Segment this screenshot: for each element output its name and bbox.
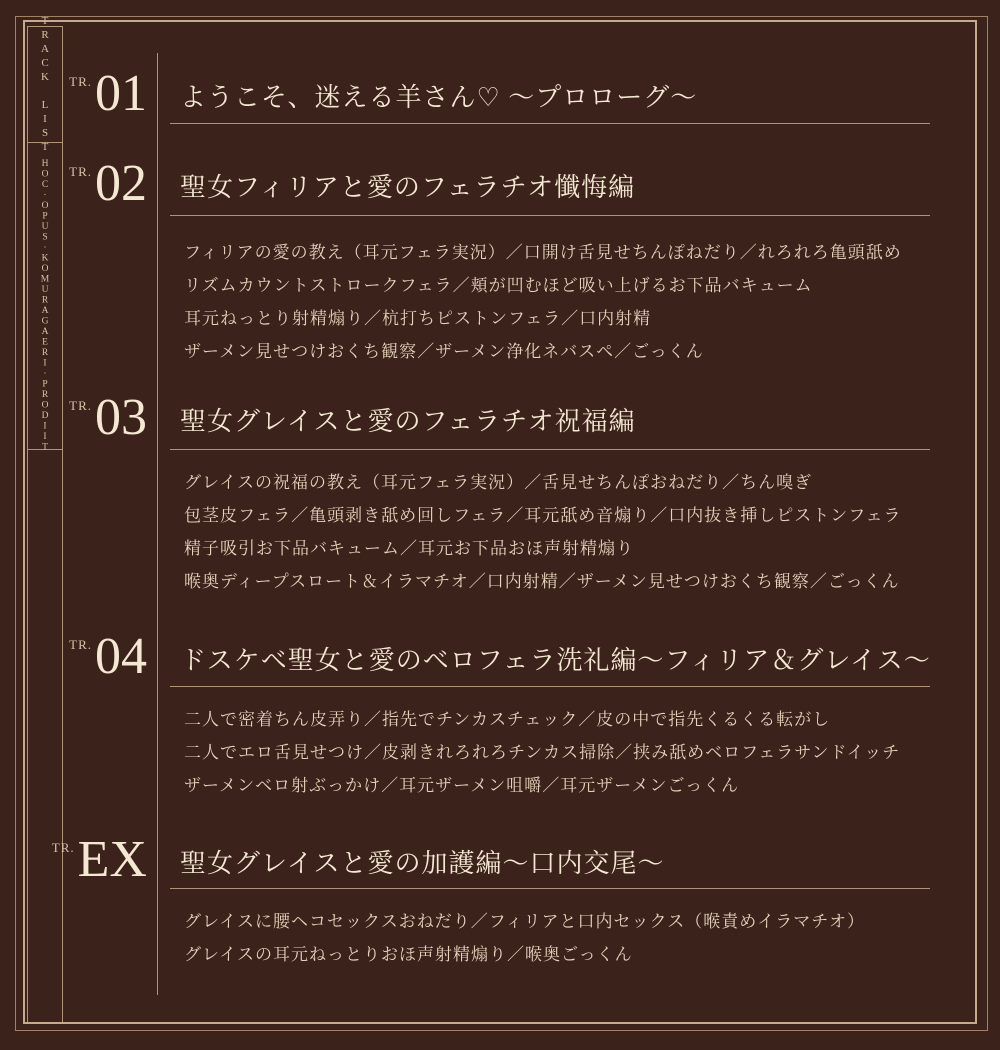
track-prefix: TR. — [69, 637, 92, 652]
track-prefix: TR. — [69, 74, 92, 89]
track-number-value: 04 — [95, 628, 147, 685]
track-prefix: TR. — [69, 398, 92, 413]
track-number-03 — [0, 389, 147, 446]
title-underline-02 — [170, 215, 930, 216]
track-scene-list-02 — [184, 237, 954, 369]
scene-line: ザーメンベロ射ぶっかけ／耳元ザーメン咀嚼／耳元ザーメンごっくん — [184, 776, 740, 796]
track-number-02 — [0, 155, 147, 212]
scene-line: グレイスの耳元ねっとりおほ声射精煽り／喉奥ごっくん — [184, 945, 633, 965]
track-number-value: 03 — [95, 389, 147, 446]
scene-line: ザーメン見せつけおくち観察／ザーメン浄化ネバスペ／ごっくん — [184, 342, 704, 362]
scene-line: リズムカウントストロークフェラ／頬が凹むほど吸い上げるお下品バキューム — [184, 276, 813, 296]
title-underline-ex — [170, 888, 930, 889]
scene-line: グレイスの祝福の教え（耳元フェラ実況）／舌見せちんぽおねだり／ちん嗅ぎ — [184, 473, 813, 493]
track-divider-line — [157, 53, 158, 995]
track-title-02: 聖女フィリアと愛のフェラチオ懺悔編 — [180, 173, 636, 202]
scene-line: 精子吸引お下品バキューム／耳元お下品おほ声射精煽り — [184, 539, 634, 559]
track-title-04: ドスケベ聖女と愛のベロフェラ洗礼編～フィリア＆グレイス～ — [180, 646, 931, 675]
sidebar-motto: HOC·OPUS·KOMURAGAERI·PRODIIT — [40, 159, 50, 453]
scene-line: グレイスに腰ヘコセックスおねだり／フィリアと口内セックス（喉責めイラマチオ） — [184, 912, 865, 932]
track-scene-list-03 — [184, 467, 954, 599]
track-number-value: EX — [77, 831, 147, 888]
scene-line: フィリアの愛の教え（耳元フェラ実況）／口開け舌見せちんぽねだり／れろれろ亀頭舐め — [184, 243, 902, 263]
track-prefix: TR. — [51, 840, 75, 855]
scene-line: 喉奥ディープスロート＆イラマチオ／口内射精／ザーメン見せつけおくち観察／ごっくん — [184, 572, 900, 592]
track-scene-list-04 — [184, 704, 954, 803]
track-title-03: 聖女グレイスと愛のフェラチオ祝福編 — [180, 407, 636, 436]
track-number-ex — [0, 831, 147, 888]
track-number-value: 01 — [95, 65, 147, 122]
track-title-ex: 聖女グレイスと愛の加護編～口内交尾～ — [180, 849, 665, 878]
title-underline-01 — [170, 123, 930, 124]
title-underline-04 — [170, 686, 930, 687]
scene-line: 二人で密着ちん皮弄り／指先でチンカスチェック／皮の中で指先くるくる転がし — [184, 710, 831, 730]
track-number-value: 02 — [95, 155, 147, 212]
track-title-01: ようこそ、迷える羊さん♡ ～プロローグ～ — [180, 83, 698, 112]
track-prefix: TR. — [69, 164, 92, 179]
scene-line: 包茎皮フェラ／亀頭剥き舐め回しフェラ／耳元舐め音煽り／口内抜き挿しピストンフェラ — [184, 506, 902, 526]
track-number-01 — [0, 65, 147, 122]
track-scene-list-ex — [184, 906, 954, 972]
scene-line: 耳元ねっとり射精煽り／杭打ちピストンフェラ／口内射精 — [184, 309, 652, 329]
track-number-04 — [0, 628, 147, 685]
scene-line: 二人でエロ舌見せつけ／皮剥きれろれろチンカス掃除／挟み舐めベロフェラサンドイッチ — [184, 743, 901, 763]
title-underline-03 — [170, 449, 930, 450]
tracklist-heading: TRACK LIST — [39, 14, 51, 155]
